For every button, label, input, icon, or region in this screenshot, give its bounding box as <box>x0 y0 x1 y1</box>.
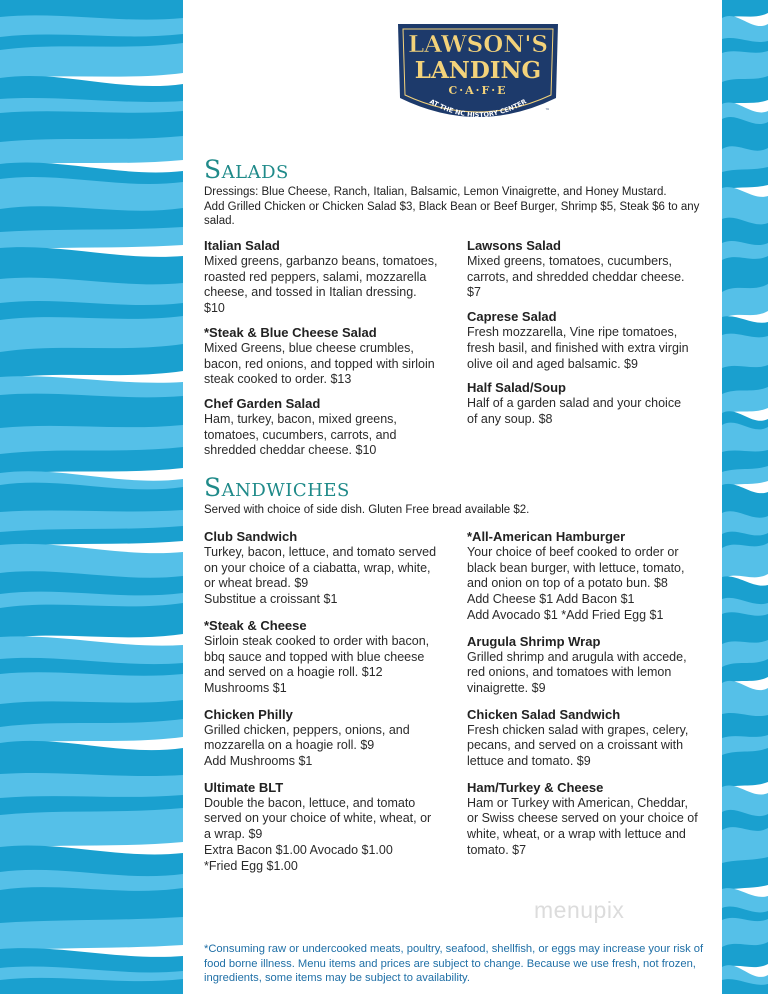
menu-item-description: Turkey, bacon, lettuce, and tomato served on your choice of a ciabatta, wrap, white, or wheat bread. $9 Substitue a croissant $1 <box>204 545 437 607</box>
menu-item-name: Club Sandwich <box>204 529 298 544</box>
wave-band <box>0 136 183 166</box>
sandwiches-heading: Sandwiches <box>204 473 350 502</box>
menu-item <box>204 618 454 697</box>
right-wave-border <box>722 0 768 994</box>
menu-item-description: Mixed Greens, blue cheese crumbles, bacon, red onions, and topped with sirloin steak cooked to order. $13 <box>204 340 435 387</box>
menu-item <box>467 707 717 770</box>
wave-band <box>722 748 768 789</box>
menu-item-description: Ham or Turkey with American, Cheddar, or Swiss cheese served on your choice of white, wheat, or a wrap with lettuce and tomato. $7 <box>467 795 698 857</box>
menu-item-name: Half Salad/Soup <box>467 380 566 396</box>
menu-item-description: Ham, turkey, bacon, mixed greens, tomatoes, cucumbers, carrots, and shredded cheddar cheese. $10 <box>204 411 397 458</box>
menu-item <box>467 238 717 301</box>
menu-item-name: Arugula Shrimp Wrap <box>467 633 601 649</box>
menu-item-name: *All-American Hamburger <box>467 529 626 544</box>
menu-item-description: Your choice of beef cooked to order or black bean burger, with lettuce, tomato, and onion on top of a potato bun. $8 Add Cheese $1 Add Bacon $1 Add Avocado $1 *Add Fried Egg $1 <box>467 545 685 622</box>
salads-dressings-note: Dressings: Blue Cheese, Ranch, Italian, Balsamic, Lemon Vinaigrette, and Honey Mustard. Add Grilled Chicken or Chicken Salad $3, Black Bean or Beef Burger, Shrimp $5, Steak $6 to any salad. <box>204 186 700 227</box>
menu-item-description: Grilled chicken, peppers, onions, and mozzarella on a hoagie roll. $9 Add Mushrooms $1 <box>204 722 410 769</box>
menu-item-description: Half of a garden salad and your choice of any soup. $8 <box>467 396 682 426</box>
menu-item-description: Mixed greens, garbanzo beans, tomatoes, roasted red peppers, salami, mozzarella cheese, and tossed in Italian dressing. $10 <box>204 254 438 316</box>
sandwiches-right-column <box>467 529 717 859</box>
menu-item <box>204 707 454 770</box>
menu-item-description: Double the bacon, lettuce, and tomato served on your choice of white, wheat, or a wrap. $9 Extra Bacon $1.00 Avocado $1.00 *Fried Egg $1.00 <box>204 795 432 873</box>
wave-band <box>722 543 768 579</box>
menu-item <box>467 380 717 427</box>
menu-item-description: Fresh mozzarella, Vine ripe tomatoes, fresh basil, and finished with extra virgin olive oil and aged balsamic. $9 <box>467 325 689 371</box>
logo-line-1: LAWSON'S <box>407 31 549 58</box>
menu-item <box>204 396 454 459</box>
menu-item-name: Ultimate BLT <box>204 779 284 795</box>
wave-band <box>0 603 183 639</box>
menu-item <box>467 780 717 859</box>
sandwiches-note: Served with choice of side dish. Gluten Free bread available $2. <box>204 504 530 516</box>
food-safety-disclaimer: *Consuming raw or undercooked meats, poultry, seafood, shellfish, or eggs may increase your risk of food borne illness. Menu items and prices are subject to change. Because we use fresh, not frozen, ingredients, some items may be subject to availability. <box>204 943 704 984</box>
wave-band <box>0 808 183 849</box>
menu-item-name: *Steak & Blue Cheese Salad <box>204 324 377 340</box>
salads-left-column <box>204 238 454 459</box>
menu-item <box>204 325 454 388</box>
menu-item-name: *Steak & Cheese <box>204 617 307 633</box>
logo-line-2: LANDING <box>414 57 542 84</box>
menu-item-description: Grilled shrimp and arugula with accede, red onions, and tomatoes with lemon vinaigrette. $9 <box>467 649 687 695</box>
wave-band <box>722 284 768 319</box>
menu-item <box>204 780 454 875</box>
menu-item <box>467 529 717 624</box>
menu-item-name: Italian Salad <box>204 238 280 253</box>
menu-item-description: Fresh chicken salad with grapes, celery, pecans, and served on a croissant with lettuce and tomato. $9 <box>467 722 689 769</box>
wave-band <box>722 942 768 969</box>
wave-band <box>0 344 183 379</box>
menu-item-name: Chicken Philly <box>204 706 293 722</box>
menu-item-name: Ham/Turkey & Cheese <box>467 779 604 795</box>
menu-item <box>204 238 454 317</box>
wave-band <box>0 43 183 80</box>
menu-item <box>467 634 717 697</box>
wave-band <box>722 857 768 891</box>
menu-item-description: Sirloin steak cooked to order with bacon, bbq sauce and topped with blue cheese and served on a hoagie roll. $12 Mushrooms $1 <box>204 633 430 695</box>
sandwiches-left-column <box>204 529 454 874</box>
salads-right-column <box>467 238 717 428</box>
salads-heading: Salads <box>204 155 289 184</box>
wave-band <box>722 76 768 106</box>
logo-arc-text: AT THE NC HISTORY CENTER <box>428 97 528 120</box>
menu-item-description: Mixed greens, tomatoes, cucumbers, carrots, and shredded cheddar cheese. $7 <box>467 254 685 300</box>
menupix-watermark: menupix <box>534 897 625 923</box>
menu-item <box>204 529 454 608</box>
menu-item-name: Lawsons Salad <box>467 238 561 253</box>
logo-line-3: C·A·F·E <box>448 84 508 97</box>
menu-item-name: Chicken Salad Sandwich <box>467 706 621 722</box>
trademark: ™ <box>545 108 550 114</box>
menu-item-name: Caprese Salad <box>467 309 557 325</box>
wave-band <box>0 917 183 951</box>
menu-item-name: Chef Garden Salad <box>204 395 321 411</box>
lawsons-landing-logo <box>394 20 562 132</box>
left-wave-border <box>0 0 183 994</box>
menu-item <box>467 309 717 372</box>
